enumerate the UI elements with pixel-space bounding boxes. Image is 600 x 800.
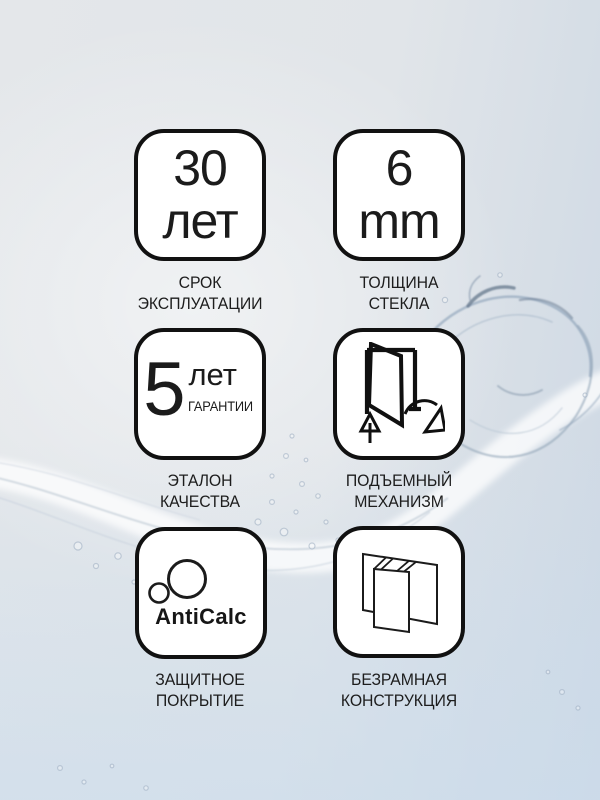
caption-service-life: СРОК ЭКСПЛУАТАЦИИ (137, 273, 263, 313)
anticalc-brand-label: AntiCalc (155, 604, 247, 629)
door-lift-icon (353, 342, 445, 446)
service-life-unit: лет (162, 193, 238, 249)
warranty-unit: лет (188, 357, 237, 392)
caption-glass-thickness: ТОЛЩИНА СТЕКЛА (359, 273, 439, 313)
card-service-life (134, 129, 266, 261)
warranty-digit: 5 (143, 347, 184, 432)
card-lifting-mechanism (333, 328, 465, 460)
warranty-subtext: ГАРАНТИИ (188, 399, 254, 414)
caption-lifting-mechanism: ПОДЪЕМНЫЙ МЕХАНИЗМ (345, 471, 453, 511)
caption-frameless-construction: БЕЗРАМНАЯ КОНСТРУКЦИЯ (340, 670, 458, 710)
glass-panels-icon (357, 549, 441, 635)
card-warranty (134, 328, 266, 460)
glass-thickness-unit: mm (358, 193, 440, 249)
glass-thickness-value: 6 (385, 140, 413, 196)
service-life-value: 30 (173, 140, 227, 196)
caption-anticalc-coating: ЗАЩИТНОЕ ПОКРЫТИЕ (155, 670, 245, 710)
card-anticalc-coating (135, 527, 267, 659)
caption-warranty: ЭТАЛОН КАЧЕСТВА (160, 471, 240, 511)
card-glass-thickness (333, 129, 465, 261)
card-frameless-construction (333, 526, 465, 658)
